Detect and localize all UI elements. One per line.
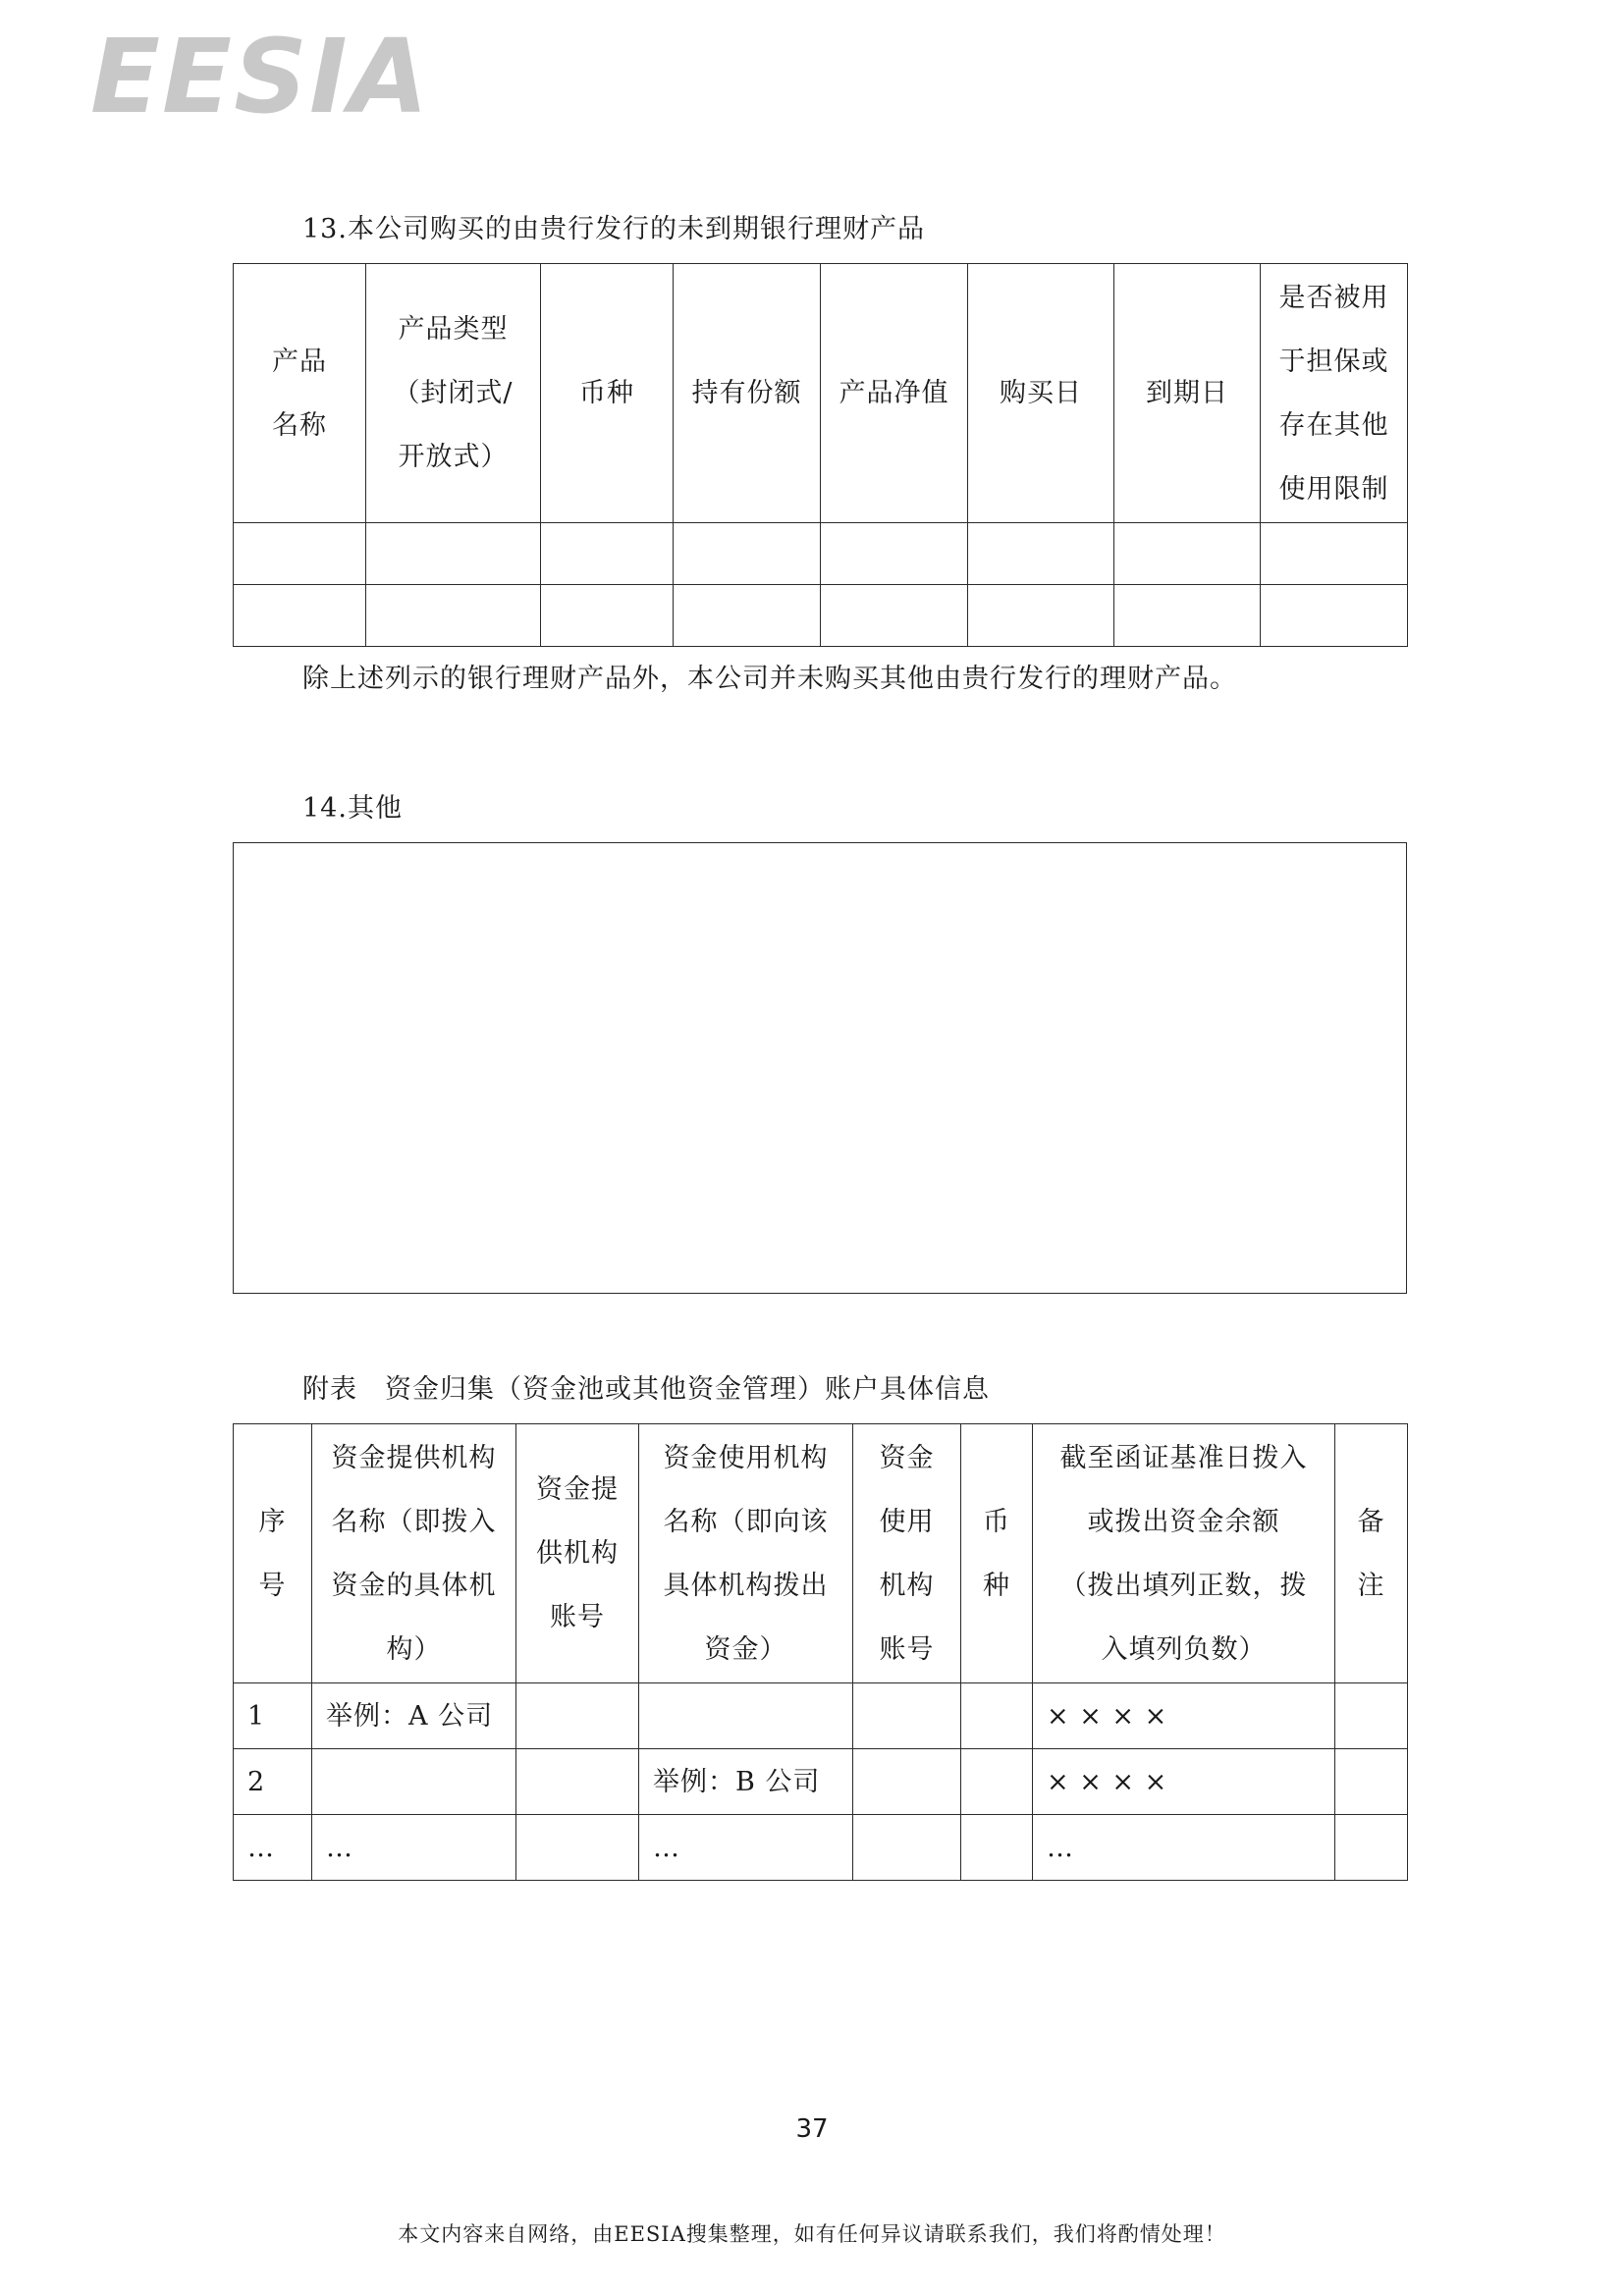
table-row: [234, 523, 1408, 585]
header-balance: 截至函证基准日拨入 或拨出资金余额 （拨出填列正数，拨 入填列负数）: [1033, 1424, 1335, 1683]
header-currency: 币种: [541, 264, 674, 523]
table-cell: 1: [234, 1683, 312, 1749]
table-header-row: [234, 1424, 1408, 1683]
table-cell: [541, 523, 674, 585]
header-remarks: 备 注: [1335, 1424, 1408, 1683]
table-cell: [821, 585, 968, 647]
table-cell: [1335, 1815, 1408, 1881]
table-cell: 举例：A 公司: [312, 1683, 516, 1749]
header-maturity-date: 到期日: [1114, 264, 1261, 523]
table-cell: [1335, 1749, 1408, 1815]
header-provider-name: 资金提供机构 名称（即拨入 资金的具体机 构）: [312, 1424, 516, 1683]
table-row: [234, 1683, 1408, 1749]
table-cell: [1261, 523, 1408, 585]
table-cell: [366, 523, 541, 585]
table-header-row: [234, 264, 1408, 523]
table-cell: [968, 523, 1114, 585]
header-user-name: 资金使用机构 名称（即向该 具体机构拨出 资金）: [639, 1424, 853, 1683]
table-cell: …: [312, 1815, 516, 1881]
table-cell: [853, 1815, 961, 1881]
table-cell: [639, 1683, 853, 1749]
table-cell: …: [1033, 1815, 1335, 1881]
table-cell: [961, 1683, 1033, 1749]
table-cell: [853, 1749, 961, 1815]
header-holding-shares: 持有份额: [674, 264, 821, 523]
header-seq-no: 序 号: [234, 1424, 312, 1683]
page-number: 37: [795, 2114, 829, 2144]
other-content-box: [233, 842, 1407, 1294]
table-cell: [1335, 1683, 1408, 1749]
table-cell: [961, 1749, 1033, 1815]
table-cell: [1114, 585, 1261, 647]
table-cell: 2: [234, 1749, 312, 1815]
table-cell: [853, 1683, 961, 1749]
header-restriction: 是否被用 于担保或 存在其他 使用限制: [1261, 264, 1408, 523]
table-cell: [1261, 585, 1408, 647]
table-row: [234, 585, 1408, 647]
table-cell: [674, 523, 821, 585]
table-cell: [821, 523, 968, 585]
header-user-account: 资金 使用 机构 账号: [853, 1424, 961, 1683]
wealth-products-table: [233, 263, 1408, 647]
table-cell: [516, 1815, 639, 1881]
eesia-logo: EESIA: [90, 17, 431, 136]
table-cell: [1114, 523, 1261, 585]
table-cell: [961, 1815, 1033, 1881]
table-cell: [516, 1683, 639, 1749]
table-cell: × × × ×: [1033, 1749, 1335, 1815]
header-product-type: 产品类型 （封闭式/ 开放式）: [366, 264, 541, 523]
header-product-name: 产品 名称: [234, 264, 366, 523]
table-cell: [541, 585, 674, 647]
header-purchase-date: 购买日: [968, 264, 1114, 523]
header-net-value: 产品净值: [821, 264, 968, 523]
table-row: [234, 1749, 1408, 1815]
table-cell: [234, 585, 366, 647]
table-cell: [312, 1749, 516, 1815]
table-cell: [366, 585, 541, 647]
table-cell: 举例：B 公司: [639, 1749, 853, 1815]
table-cell: × × × ×: [1033, 1683, 1335, 1749]
appendix-heading: 附表 资金归集（资金池或其他资金管理）账户具体信息: [302, 1374, 990, 1405]
table-cell: [674, 585, 821, 647]
fund-pool-accounts-table: [233, 1423, 1408, 1881]
table-cell: [516, 1749, 639, 1815]
table-cell: …: [234, 1815, 312, 1881]
section-13-note: 除上述列示的银行理财产品外，本公司并未购买其他由贵行发行的理财产品。: [302, 664, 1237, 694]
table-cell: [234, 523, 366, 585]
header-currency: 币 种: [961, 1424, 1033, 1683]
footer-disclaimer: 本文内容来自网络，由EESIA搜集整理，如有任何异议请联系我们，我们将酌情处理！: [398, 2222, 1226, 2246]
section-13-heading: 13.本公司购买的由贵行发行的未到期银行理财产品: [302, 214, 925, 244]
section-14-heading: 14.其他: [302, 793, 403, 824]
table-row: [234, 1815, 1408, 1881]
header-provider-account: 资金提 供机构 账号: [516, 1424, 639, 1683]
table-cell: [968, 585, 1114, 647]
table-cell: …: [639, 1815, 853, 1881]
